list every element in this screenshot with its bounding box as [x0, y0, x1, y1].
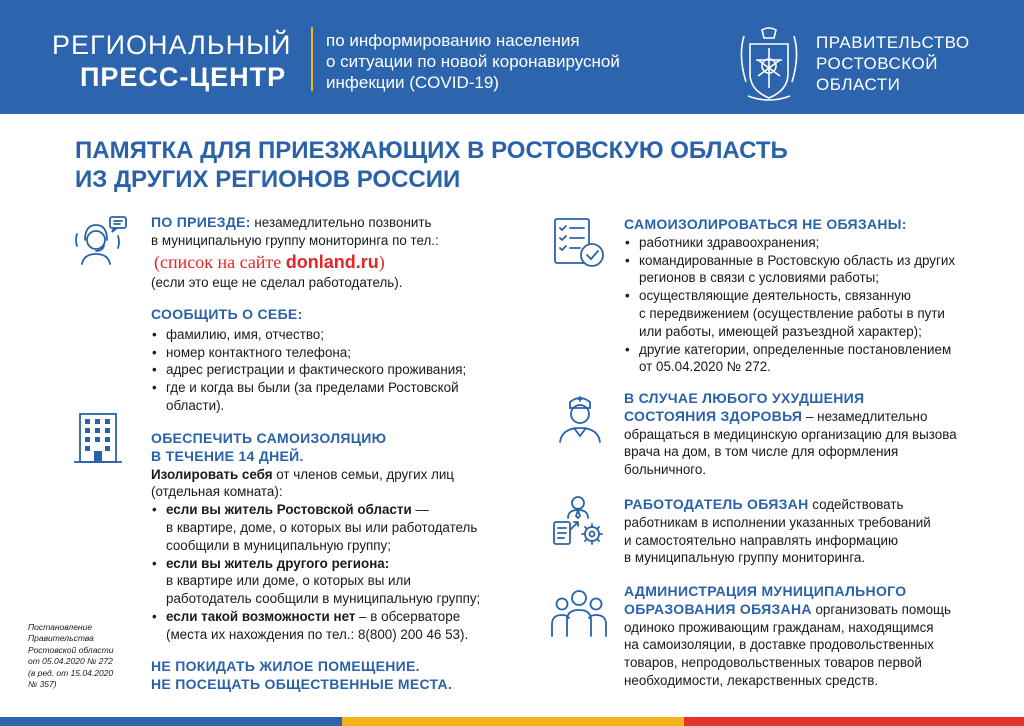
exempt-heading: САМОИЗОЛИРОВАТЬСЯ НЕ ОБЯЗАНЫ:: [624, 216, 907, 232]
list-item-continuation: от 05.04.2020 № 272.: [639, 359, 771, 375]
employer-text: содействовать: [808, 497, 904, 512]
site-reference-open: (список на сайте: [154, 251, 286, 272]
bullet-text: работодатель сообщили в муниципальную группу;: [166, 591, 481, 607]
rostov-coat-of-arms-icon: [736, 26, 802, 102]
bullet-bold: если вы житель Ростовской области: [166, 502, 412, 518]
health-heading: СОСТОЯНИЯ ЗДОРОВЬЯ: [624, 407, 803, 424]
arrival-text: в муниципальную группу мониторинга по тел.:: [151, 232, 439, 248]
list-item: • адрес регистрации и фактического проживания;: [151, 361, 521, 379]
footnote-line: № 357): [28, 679, 57, 690]
list-item-continuation: с передвижением (осуществление работы в пути: [639, 305, 945, 321]
employer-section: [624, 496, 1004, 567]
footnote-line: Ростовской области: [28, 644, 114, 655]
header-desc-line: инфекции (COVID-19): [326, 73, 499, 92]
header-desc-line: о ситуации по новой коронавирусной: [326, 52, 620, 71]
footnote-line: (в ред. от 15.04.2020: [28, 667, 114, 678]
admin-text: организовать помощь: [811, 601, 952, 617]
isolation-heading: В ТЕЧЕНИЕ 14 ДНЕЙ.: [151, 447, 304, 464]
final-instruction: НЕ ПОКИДАТЬ ЖИЛОЕ ПОМЕЩЕНИЕ.: [151, 658, 420, 674]
health-text: больничного.: [624, 462, 707, 478]
people-group-icon: [550, 586, 608, 638]
isolate-text: от членов семьи, других лиц: [272, 466, 454, 482]
health-text: – незамедлительно: [802, 408, 928, 424]
footnote-line: Правительства: [28, 633, 94, 644]
list-item-continuation: регионов в связи с условиями работы;: [639, 270, 879, 286]
legal-footnote: [28, 622, 114, 690]
admin-text: одиноко проживающим гражданам, находящимся: [624, 619, 934, 635]
list-item-continuation: области).: [166, 397, 225, 413]
employer-heading: РАБОТОДАТЕЛЬ ОБЯЗАН: [624, 496, 809, 512]
report-heading: СООБЩИТЬ О СЕБЕ:: [151, 306, 303, 322]
admin-section: [624, 583, 1014, 690]
list-item-continuation: или работы, имеющей разъездной характер);: [639, 323, 922, 339]
footer-stripe-yellow: [342, 717, 684, 726]
list-item: • где и когда вы были (за пределами Ростовской: [151, 379, 521, 397]
brand-title-line1: РЕГИОНАЛЬНЫЙ: [52, 30, 292, 60]
health-text: обращаться в медицинскую организацию для вызова: [624, 426, 957, 442]
bullet-bold: если такой возможности нет: [166, 608, 356, 624]
health-section: [624, 390, 1004, 479]
arrival-section: [151, 214, 511, 291]
report-section: [151, 306, 521, 415]
list-item: • фамилию, имя, отчество;: [151, 326, 521, 344]
arrival-text: (если это еще не сделал работодатель).: [151, 274, 403, 290]
header-description: [326, 30, 706, 93]
list-item: • номер контактного телефона;: [151, 344, 521, 362]
brand-title-line2: ПРЕСС-ЦЕНТР: [80, 62, 287, 92]
footer-stripe-red: [684, 717, 1024, 726]
bullet-text: в квартире или доме, о которых вы или: [166, 573, 411, 589]
header-desc-line: по информированию населения: [326, 31, 580, 50]
footer-stripe-blue: [0, 717, 342, 726]
health-heading: В СЛУЧАЕ ЛЮБОГО УХУДШЕНИЯ: [624, 390, 865, 406]
header-banner: [0, 0, 1024, 114]
admin-text: товаров, непродовольственных товаров первой: [624, 655, 922, 671]
gov-name-line: ПРАВИТЕЛЬСТВО: [816, 33, 970, 52]
bullet-text: (места их нахождения по тел.: 8(800) 200 46 53).: [166, 626, 469, 642]
building-icon: [72, 410, 124, 464]
admin-heading: АДМИНИСТРАЦИЯ МУНИЦИПАЛЬНОГО: [624, 583, 907, 599]
footnote-line: Постановление: [28, 622, 93, 632]
government-name: [816, 32, 970, 95]
gov-name-line: РОСТОВСКОЙ: [816, 54, 938, 73]
bullet-bold: если вы житель другого региона:: [166, 555, 390, 571]
isolation-section: [151, 430, 531, 644]
operator-headset-icon: [74, 214, 130, 266]
checklist-icon: [552, 216, 606, 270]
employer-text: в муниципальную группу мониторинга.: [624, 550, 866, 566]
employer-text: работникам в исполнении указанных требований: [624, 514, 931, 530]
footnote-line: от 05.04.2020 № 272: [28, 656, 113, 667]
isolate-bold: Изолировать себя: [151, 466, 273, 482]
list-item: • командированные в Ростовскую область из других: [624, 252, 1004, 270]
exempt-section: [624, 216, 1004, 376]
list-item: • другие категории, определенные постановлением: [624, 341, 1004, 359]
brand-divider: [311, 27, 313, 91]
page-title-line: ПАМЯТКА ДЛЯ ПРИЕЗЖАЮЩИХ В РОСТОВСКУЮ ОБЛАСТЬ: [75, 137, 788, 164]
final-instructions: [151, 658, 531, 694]
isolation-heading: ОБЕСПЕЧИТЬ САМОИЗОЛЯЦИЮ: [151, 430, 387, 446]
list-item: • осуществляющие деятельность, связанную: [624, 287, 1004, 305]
page-title-line: ИЗ ДРУГИХ РЕГИОНОВ РОССИИ: [75, 166, 461, 193]
admin-text: на самоизоляции, в доставке продовольственных: [624, 637, 934, 653]
donland-link[interactable]: donland.ru: [285, 251, 379, 272]
gov-name-line: ОБЛАСТИ: [816, 75, 901, 94]
isolate-text: (отдельная комната):: [151, 484, 283, 500]
employer-text: и самостоятельно направлять информацию: [624, 532, 899, 548]
bullet-text: в квартире, доме, о которых вы или работодатель: [166, 519, 478, 535]
employer-settings-icon: [552, 494, 606, 548]
final-instruction: НЕ ПОСЕЩАТЬ ОБЩЕСТВЕННЫЕ МЕСТА.: [151, 675, 453, 692]
admin-heading: ОБРАЗОВАНИЯ ОБЯЗАНА: [624, 600, 812, 617]
arrival-text: незамедлительно позвонить: [250, 215, 432, 230]
site-reference-close: ): [378, 251, 385, 272]
bullet-text: – в обсерваторе: [355, 608, 461, 624]
health-text: врача на дом, в том числе для оформления: [624, 444, 899, 460]
list-item: • работники здравоохранения;: [624, 234, 1004, 252]
admin-text: необходимости, лекарственных средств.: [624, 672, 879, 688]
page-title: [75, 136, 788, 194]
bullet-text: —: [411, 502, 429, 518]
arrival-heading: ПО ПРИЕЗДЕ:: [151, 214, 251, 230]
nurse-icon: [556, 390, 604, 444]
bullet-text: сообщили в муниципальную группу;: [166, 537, 391, 553]
